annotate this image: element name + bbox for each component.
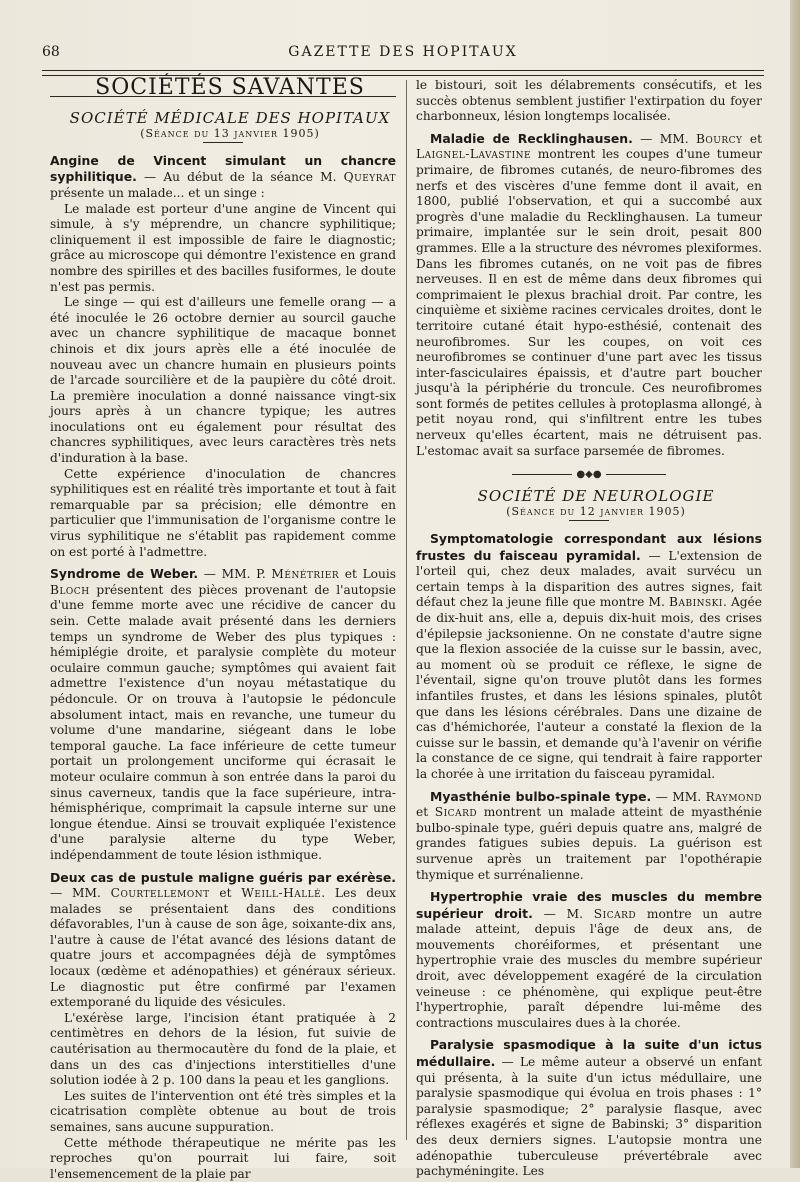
- page-header: [42, 44, 764, 68]
- article-vincent: [50, 153, 396, 202]
- author-name: Babinski: [669, 595, 723, 610]
- right-column: [416, 78, 762, 1180]
- column-divider: [406, 80, 407, 1140]
- author-name: Courtellemont: [110, 886, 210, 901]
- paragraph: Cette méthode thérapeutique ne mérite pas les reproches qu'on pourrait lui faire, soit l'ensemencement de la plaie par: [50, 1135, 396, 1181]
- page-number: 68: [42, 44, 60, 60]
- text: — Le même auteur a observé un enfant qui présenta, à la suite d'un ictus médullaire, une paralysie spasmodique qui évolua en trois phases : 1° paralysie spasmodique; 2° paralysie flasque, avec réflexes exagérés et signe de Babinski; 3° disparition des deux derniers signes. L'autopsie montra une adénopathie tuberculeuse prévertébrale avec pachyméningite. Les: [416, 1055, 762, 1179]
- article-heading: Myasthénie bulbo-spinale type.: [430, 788, 652, 804]
- session-date: (Séance du 12 janvier 1905): [506, 505, 686, 519]
- short-rule: [569, 520, 609, 521]
- article-paralysie: [416, 1037, 762, 1179]
- author-name: Queyrat: [343, 170, 396, 185]
- text: — MM. P.: [198, 567, 272, 582]
- article-heading: Symptomatologie correspondant aux lésions frustes du faisceau pyramidal.: [416, 531, 762, 563]
- page-edge: [790, 0, 800, 1168]
- text: présente un malade... et un singe :: [50, 185, 265, 200]
- author-name: Laignel-Lavastine: [416, 147, 532, 162]
- article-hypertrophie: [416, 889, 762, 1031]
- text: — Au début de la séance M.: [136, 170, 344, 185]
- text: et: [742, 131, 762, 146]
- article-heading: Deux cas de pustule maligne guéris par exérèse.: [50, 869, 396, 885]
- text: — MM.: [50, 886, 111, 901]
- society-title: SOCIÉTÉ DE NEUROLOGIE: [477, 486, 715, 505]
- article-heading: Syndrome de Weber.: [50, 566, 199, 582]
- author-name: Sicard: [434, 805, 478, 820]
- article-heading: Angine de Vincent simulant un chancre syphilitique.: [50, 152, 396, 185]
- article-weber: [50, 566, 396, 863]
- text: et: [209, 886, 242, 901]
- ornament-divider: ●◆●: [416, 467, 762, 483]
- author-name: Bloch: [50, 582, 90, 597]
- text: . Les deux malades se présentaient dans des conditions défavorables, l'un à cause de son âge, soixante-dix ans, l'autre à cause de l'état avancé des lésions datant de quatre jours et accompagnées déjà de symptômes locaux (œdème et adénopathies) et généraux sérieux. Le diagnostic put être confirmé par l'examen extemporané du liquide des vésicules.: [50, 886, 396, 1010]
- running-title: GAZETTE DES HOPITAUX: [288, 44, 518, 60]
- article-heading: Paralysie spasmodique à la suite d'un ictus médullaire.: [416, 1037, 762, 1070]
- session-date: (Séance du 13 janvier 1905): [140, 127, 320, 141]
- text: — M.: [532, 906, 594, 921]
- text: montrent les coupes d'une tumeur primaire, de fibromes cutanés, de neuro-fibromes des nerfs et des viscères d'une femme dont il avait, en 1800, publié l'observation, et qui a succombé aux progrès d'une maladie du Recklinghausen. La tumeur primaire, implantée sur le sein droit, pesait 800 grammes. Elle a la structure des névromes plexiformes. Dans les fibromes cutanés, on ne voit pas de fibres nerveuses. Il en est de même dans deux fibromes qui comprimaient le plexus brachial droit. Par contre, les cinquième et sixième racines cervicales droites, dont le territoire cutané était hypo-esthésié, contenait des neurofibromes. Sur les coupes, on voit ces neurofibromes se continuer d'une part avec les tissus inter-fasciculaires épaissis, et d'autre part boucher jusqu'à la périphérie du troncule. Ces neurofibromes sont formés de petites cellules à protoplasma allongé, à petit noyau rond, qui s'infiltrent entre les tubes nerveux qu'elles écartent, mais ne détruisent pas. L'estomac avait sa surface parsemée de fibromes.: [416, 147, 762, 458]
- paragraph: Les suites de l'intervention ont été très simples et la cicatrisation complète obtenue au bout de trois semaines, sans aucune suppuration.: [50, 1088, 396, 1134]
- text: présentent des pièces provenant de l'autopsie d'une femme morte avec une récidive de cancer du sein. Cette malade avait présenté dans les derniers temps un syndrome de Weber des plus typiques : hémiplégie droite, et paralysie complète du moteur oculaire commun gauche; symptômes qui avaient fait admettre l'existence d'un noyau métastatique du pédoncule. Or on trouva à l'autopsie le pédoncule absolument intact, mais en revanche, une tumeur du volume d'une mandarine, siégeant dans le lobe temporal gauche. La face inférieure de cette tumeur portait un prolongement unciforme qui écrasait le moteur oculaire commun à son entrée dans la paroi du sinus caverneux, tandis que la face supérieure, intra-hémisphérique, comprimait la capsule interne sur une longue étendue. Ainsi se trouvait expliquée l'existence d'une paralysie alterne du type Weber, indépendamment de toute lésion isthmique.: [50, 582, 396, 862]
- paragraph: L'exérèse large, l'incision étant pratiquée à 2 centimètres en dehors de la lésion, fut suivie de cautérisation au thermocautère du fond de la plaie, et dans un des cas d'injections interstitielles d'une solution iodée à 2 p. 100 dans la peau et les ganglions.: [50, 1010, 396, 1088]
- left-column: [50, 75, 397, 1182]
- article-pustule: [50, 870, 396, 1011]
- section-title: SOCIÉTÉS SAVANTES: [95, 75, 365, 100]
- paragraph: Cette expérience d'inoculation de chancres syphilitiques est en réalité très importante et tout à fait remarquable par sa précision; elle démontre en particulier que l'immunisation de l'organisme contre le virus syphilitique ne s'établit pas rapidement comme on est porté à l'admettre.: [50, 466, 396, 559]
- author-name: Sicard: [593, 906, 637, 921]
- text: montre un autre malade atteint, depuis l'âge de deux ans, de mouvements choréiformes, et présentant une hypertrophie vraie des muscles du membre supérieur droit, avec développement exagéré de la circulation veineuse : ce phénomène, qui explique peut-être l'hypertrophie, paraît dépendre lui-même des contractions musculaires dues à la chorée.: [416, 906, 762, 1030]
- paragraph-continued: le bistouri, soit les délabrements consécutifs, et les succès obtenus semblent justifier l'extirpation du foyer charbonneux, lésion longtemps localisée.: [416, 78, 762, 124]
- author-name: Ménétrier: [271, 567, 340, 582]
- article-pyramidal: [416, 531, 762, 783]
- text: montrent un malade atteint de myasthénie bulbo-spinale type, guéri depuis quatre ans, malgré de grandes fatigues subies depuis. La guérison est survenue après un traitement par l'opothérapie thymique et surrénalienne.: [416, 805, 763, 882]
- short-rule: [203, 142, 243, 143]
- text: — L'extension de l'orteil qui, chez deux malades, avait survécu un certain temps à la disparition des autres signes, fait défaut chez la jeune fille que montre M.: [416, 548, 762, 610]
- text: — MM.: [651, 789, 706, 804]
- text: — MM.: [632, 131, 696, 146]
- article-heading: Maladie de Recklinghausen.: [430, 130, 633, 146]
- paragraph: Le malade est porteur d'une angine de Vincent qui simule, à s'y méprendre, un chancre syphilitique; cliniquement il est impossible de faire le diagnostic; grâce au microscope qui démontre l'existence en grand nombre des spirilles et des bacilles fusiformes, le doute n'est pas permis.: [50, 201, 396, 294]
- article-heading: Hypertrophie vraie des muscles du membre supérieur droit.: [416, 889, 762, 921]
- society-title: SOCIÉTÉ MÉDICALE DES HOPITAUX: [69, 108, 391, 127]
- text: et: [416, 805, 435, 820]
- author-name: Bourcy: [695, 131, 743, 146]
- article-myasthenie: [416, 789, 762, 884]
- author-name: Raymond: [705, 789, 762, 804]
- text: . Agée de dix-huit ans, elle a, depuis dix-huit mois, des crises d'épilepsie jacksonienne. On ne constate d'autre signe que la flexion associée de la cuisse sur le bassin, avec, au moment où se produit ce réflexe, le signe de l'éventail, signe qu'on trouve plutôt dans les formes infantiles frustes, et dans les lésions spinales, plutôt que dans les lésions cérébrales. Dans une dizaine de cas d'hémichorée, l'auteur a constaté la flexion de la cuisse sur le bassin, et demande qu'à l'avenir on vérifie la constance de ce signe, qui tendrait à faire rapporter la chorée à une irritation du faisceau pyramidal.: [416, 595, 762, 781]
- paragraph: Le singe — qui est d'ailleurs une femelle orang — a été inoculée le 26 octobre dernier au sourcil gauche avec un chancre syphilitique de macaque bonnet chinois et dix jours après elle a été inoculée de nouveau avec un chancre humain en plusieurs points de l'arcade sourcilière et de la paupière du côté droit. La première inoculation a donné naissance vingt-six jours après à un chancre typique; les autres inoculations ont eu également pour résultat des chancres syphilitiques, avec leurs caractères très nets d'induration à la base.: [50, 295, 396, 466]
- text: et Louis: [339, 567, 397, 582]
- article-recklinghausen: [416, 131, 762, 459]
- author-name: Weill-Hallé: [241, 886, 322, 901]
